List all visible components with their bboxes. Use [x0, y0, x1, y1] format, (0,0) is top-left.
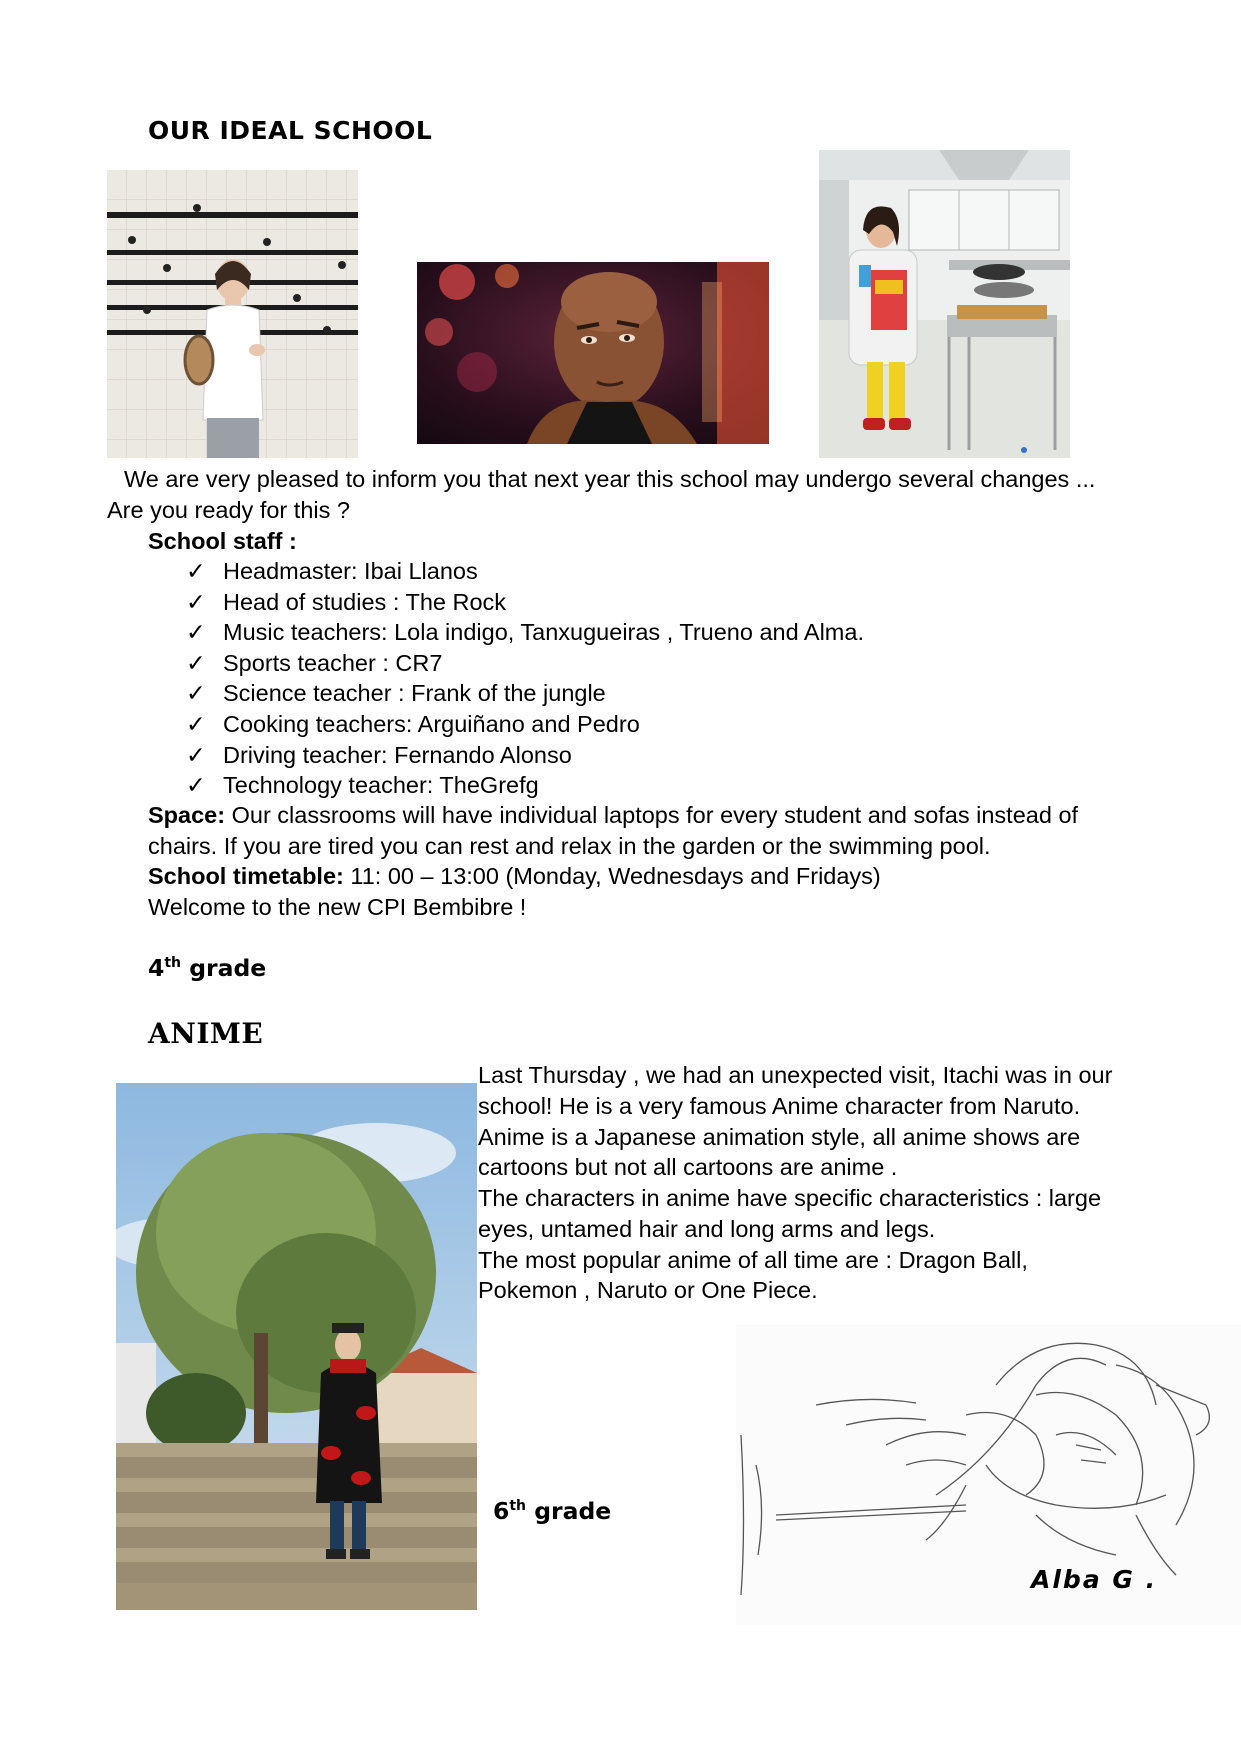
- list-item: ✓ Sports teacher : CR7: [186, 648, 864, 679]
- anime-text-line: Last Thursday , we had an unexpected visit, Itachi was in our: [478, 1062, 1113, 1088]
- space-line-1: Space: Our classrooms will have individual laptops for every student and sofas instead of: [148, 802, 1079, 828]
- list-item: ✓ Technology teacher: TheGrefg: [186, 770, 864, 801]
- anime-title: ANIME: [148, 1017, 264, 1050]
- photo-girl-kitchen: [819, 150, 1070, 458]
- list-item: ✓ Head of studies : The Rock: [186, 587, 864, 618]
- check-icon: ✓: [186, 741, 206, 768]
- check-icon: ✓: [186, 649, 206, 676]
- intro-line-1: We are very pleased to inform you that next year this school may undergo several changes ...: [124, 466, 1096, 492]
- artist-signature: Alba G .: [1031, 1565, 1158, 1594]
- anime-text-line: cartoons but not all cartoons are anime .: [478, 1154, 898, 1180]
- grade-label-4: 4th grade: [148, 954, 267, 982]
- list-item: ✓ Driving teacher: Fernando Alonso: [186, 740, 864, 771]
- staff-heading: School staff :: [148, 528, 297, 554]
- timetable-label: School timetable:: [148, 863, 344, 889]
- anime-text-line: Anime is a Japanese animation style, all anime shows are: [478, 1124, 1081, 1150]
- staff-list: [186, 556, 864, 801]
- timetable-line: School timetable: 11: 00 – 13:00 (Monday, Wednesdays and Fridays): [148, 863, 881, 889]
- check-icon: ✓: [186, 710, 206, 737]
- anime-text-line: eyes, untamed hair and long arms and legs.: [478, 1216, 936, 1242]
- list-item: ✓ Music teachers: Lola indigo, Tanxugueiras , Trueno and Alma.: [186, 617, 864, 648]
- list-item: ✓ Headmaster: Ibai Llanos: [186, 556, 864, 587]
- photo-itachi-cosplay: [116, 1083, 477, 1610]
- anime-sketch-drawing: [736, 1325, 1241, 1625]
- list-item: ✓ Science teacher : Frank of the jungle: [186, 678, 864, 709]
- check-icon: ✓: [186, 588, 206, 615]
- list-item: ✓ Cooking teachers: Arguiñano and Pedro: [186, 709, 864, 740]
- welcome-line: Welcome to the new CPI Bembibre !: [148, 894, 527, 920]
- check-icon: ✓: [186, 772, 206, 799]
- photo-girl-tambourine: [107, 170, 358, 458]
- space-line-2: chairs. If you are tired you can rest and relax in the garden or the swimming pool.: [148, 833, 991, 859]
- anime-text-line: The most popular anime of all time are : Dragon Ball,: [478, 1247, 1028, 1273]
- check-icon: ✓: [186, 680, 206, 707]
- grade-label-6: 6th grade: [493, 1497, 612, 1525]
- space-label: Space:: [148, 802, 226, 828]
- check-icon: ✓: [186, 558, 206, 584]
- check-icon: ✓: [186, 619, 206, 646]
- photo-the-rock: [417, 262, 769, 444]
- page-title: OUR IDEAL SCHOOL: [148, 116, 433, 145]
- anime-text-line: Pokemon , Naruto or One Piece.: [478, 1277, 818, 1303]
- intro-line-2: Are you ready for this ?: [107, 497, 350, 523]
- anime-text-line: school! He is a very famous Anime character from Naruto.: [478, 1093, 1081, 1119]
- anime-text-line: The characters in anime have specific characteristics : large: [478, 1185, 1102, 1211]
